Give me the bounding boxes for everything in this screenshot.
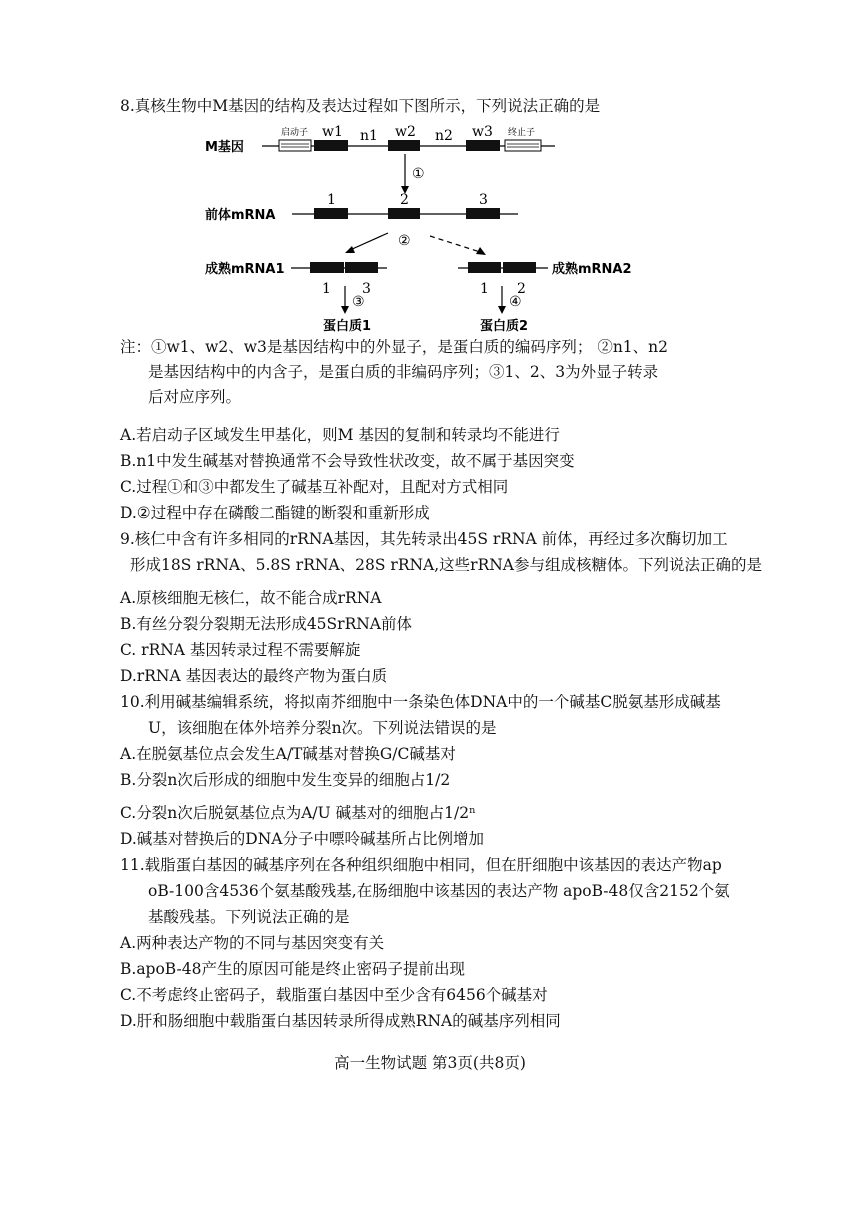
q8-stem: 8.真核生物中M基因的结构及表达过程如下图所示，下列说法正确的是 [120,97,601,115]
q11-option-c: C.不考虑终止密码子，载脂蛋白基因中至少含有6456个碱基对 [120,986,548,1004]
q8-option-d: D.②过程中存在磷酸二酯键的断裂和重新形成 [120,504,430,522]
q8-option-c: C.过程①和③中都发生了碱基互补配对，且配对方式相同 [120,478,509,496]
q11-option-b: B.apoB-48产生的原因可能是终止密码子提前出现 [120,960,465,978]
pre-seg-3-label: 3 [479,192,488,208]
promoter-label: 启动子 [281,128,309,138]
q9-option-c: C. rRNA 基因转录过程不需要解旋 [120,641,361,659]
q9-option-d: D.rRNA 基因表达的最终产物为蛋白质 [120,667,388,685]
q8-option-b: B.n1中发生碱基对替换通常不会导致性状改变，故不属于基因突变 [120,452,575,470]
q8-note-line-2: 是基因结构中的内含子，是蛋白质的非编码序列；③1、2、3为外显子转录 [148,363,659,381]
q10-option-b: B.分裂n次后形成的细胞中发生变异的细胞占1/2 [120,771,451,789]
n1-label: n1 [360,128,378,144]
q10-option-d: D.碱基对替换后的DNA分子中嘌呤碱基所占比例增加 [120,830,484,848]
q9-stem-line-1: 9.核仁中含有许多相同的rRNA基因，其先转录出45S rRNA 前体，再经过多次酶切加工 [120,530,728,548]
pre-seg-2-label: 2 [400,192,409,208]
q11-option-d: D.肝和肠细胞中载脂蛋白基因转录所得成熟RNA的碱基序列相同 [120,1012,561,1030]
step-2-label: ② [398,233,411,249]
w1-label: w1 [322,124,343,140]
q10-stem-line-2: U，该细胞在体外培养分裂n次。下列说法错误的是 [148,719,497,737]
mature1-seg-3-label: 3 [362,281,371,297]
q11-stem-line-3: 基酸残基。下列说法正确的是 [148,908,350,926]
mature2-seg-1 [468,262,501,273]
pre-mrna-seg-3 [466,208,500,219]
q11-option-a: A.两种表达产物的不同与基因突变有关 [120,934,385,952]
mature1-seg-3 [345,262,378,273]
step-4-label: ④ [509,294,522,310]
q10-option-a: A.在脱氨基位点会发生A/T碱基对替换G/C碱基对 [120,745,456,763]
protein-1-label: 蛋白质1 [323,319,372,334]
w3-label: w3 [472,124,493,140]
step-1-label: ① [412,166,425,182]
q9-option-b: B.有丝分裂分裂期无法形成45SrRNA前体 [120,615,412,633]
n2-label: n2 [435,128,453,144]
mature1-seg-1-label: 1 [322,281,331,297]
m-gene-label: M基因 [205,140,244,155]
step-3-label: ③ [352,294,365,310]
pre-seg-1-label: 1 [327,192,336,208]
pre-mrna-label: 前体mRNA [205,208,276,223]
mature-mrna2-label: 成熟mRNA2 [552,262,632,277]
mature2-seg-1-label: 1 [480,281,489,297]
mature1-seg-1 [310,262,344,273]
w2-label: w2 [395,124,416,140]
exon-w2 [388,140,420,151]
q11-stem-line-2: oB-100含4536个氨基酸残基,在肠细胞中该基因的表达产物 apoB-48仅含2152个氨 [148,882,730,900]
q10-option-c: C.分裂n次后脱氨基位点为A/U 碱基对的细胞占1/2ⁿ [120,804,476,822]
mature-mrna1-label: 成熟mRNA1 [205,262,285,277]
protein-2-label: 蛋白质2 [480,319,529,334]
pre-mrna-seg-2 [388,208,420,219]
q9-option-a: A.原核细胞无核仁，故不能合成rRNA [120,589,382,607]
m-gene-expression-diagram [190,120,660,335]
page-footer: 高一生物试题 第3页(共8页) [334,1054,526,1072]
mature2-seg-2-label: 2 [517,281,526,297]
promoter-box [279,140,311,151]
pre-mrna-seg-1 [314,208,348,219]
q8-option-a: A.若启动子区域发生甲基化，则M 基因的复制和转录均不能进行 [120,426,560,444]
terminator-box [505,140,541,151]
q8-note-line-1: 注：①w1、w2、w3是基因结构中的外显子，是蛋白质的编码序列； ②n1、n2 [120,338,669,356]
q9-stem-line-2: 形成18S rRNA、5.8S rRNA、28S rRNA,这些rRNA参与组成核糖体。下列说法正确的是 [130,556,763,574]
mature2-seg-2 [503,262,536,273]
q11-stem-line-1: 11.载脂蛋白基因的碱基序列在各种组织细胞中相同，但在肝细胞中该基因的表达产物ap [120,856,722,874]
q8-note-line-3: 后对应序列。 [148,388,242,406]
exon-w3 [466,140,500,151]
exon-w1 [314,140,348,151]
terminator-label: 终止子 [508,128,536,138]
q10-stem-line-1: 10.利用碱基编辑系统，将拟南芥细胞中一条染色体DNA中的一个碱基C脱氨基形成碱基 [120,693,721,711]
